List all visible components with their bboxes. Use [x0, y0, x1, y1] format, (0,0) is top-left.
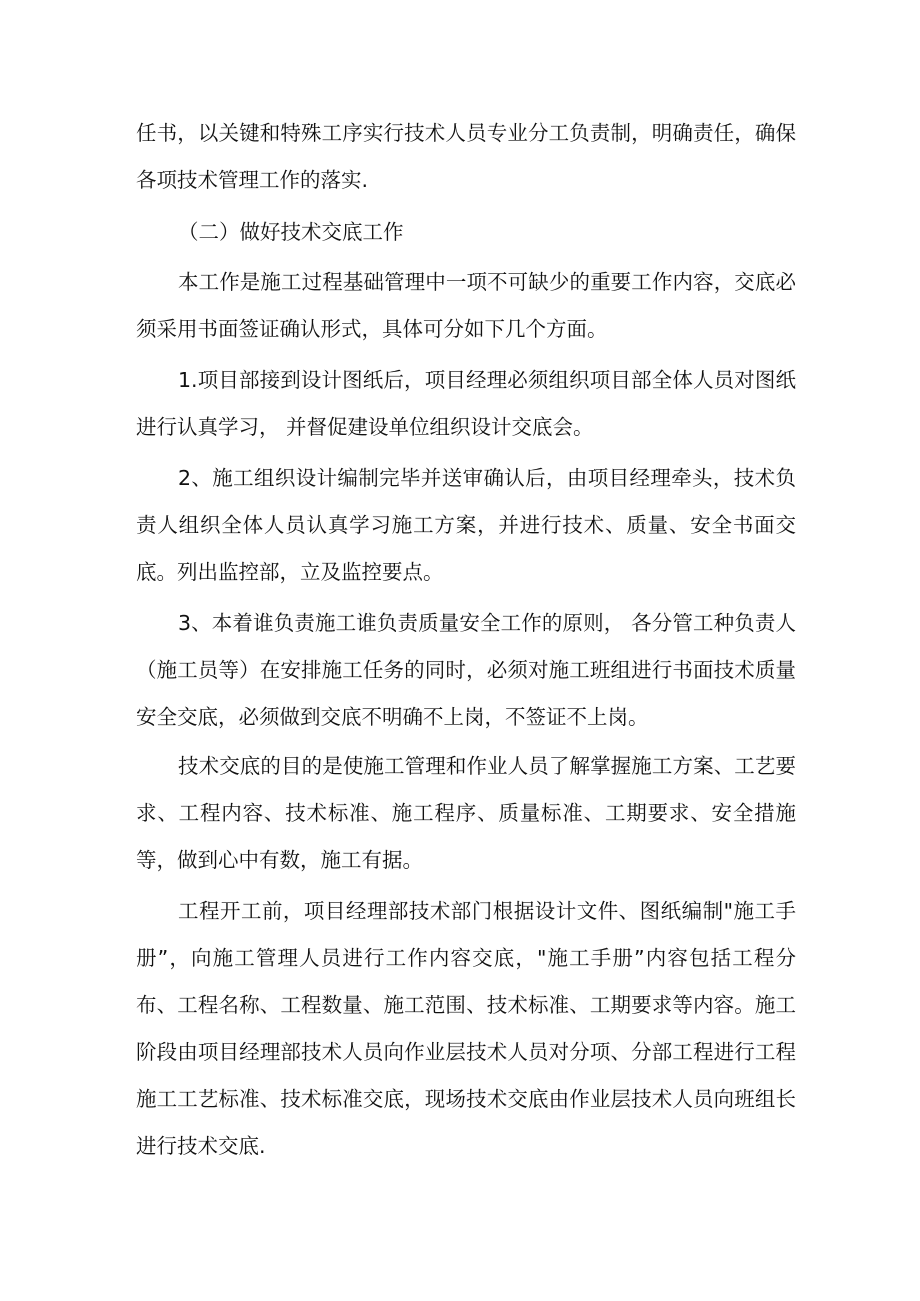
- paragraph-item-3-responsibility: 3、本着谁负责施工谁负责质量安全工作的原则， 各分管工种负责人（施工员等）在安排施工任务的同时，必须对施工班组进行书面技术质量安全交底，必须做到交底不明确不上岗，不签证不上岗。: [136, 611, 796, 729]
- paragraph-disclosure-purpose: 技术交底的目的是使施工管理和作业人员了解掌握施工方案、工艺要求、工程内容、技术标准、施工程序、质量标准、工期要求、安全措施等，做到心中有数，施工有据。: [136, 754, 796, 872]
- paragraph-responsibility-continuation: 任书，以关键和特殊工序实行技术人员专业分工负责制，明确责任，确保各项技术管理工作的落实.: [136, 121, 796, 192]
- paragraph-disclosure-intro: 本工作是施工过程基础管理中一项不可缺少的重要工作内容，交底必须采用书面签证确认形式，具体可分如下几个方面。: [136, 270, 796, 341]
- section-heading-technical-disclosure: （二）做好技术交底工作: [178, 220, 404, 244]
- paragraph-item-2-construction-design: 2、施工组织设计编制完毕并送审确认后，由项目经理牵头，技术负责人组织全体人员认真学习施工方案，并进行技术、质量、安全书面交底。列出监控部，立及监控要点。: [136, 466, 796, 584]
- paragraph-item-1-drawings: 1.项目部接到设计图纸后，项目经理必须组织项目部全体人员对图纸进行认真学习， 并督促建设单位组织设计交底会。: [136, 368, 796, 439]
- paragraph-construction-manual: 工程开工前，项目经理部技术部门根据设计文件、图纸编制"施工手册”，向施工管理人员进行工作内容交底，"施工手册”内容包括工程分布、工程名称、工程数量、施工范围、技术标准、工期要求等内容。施工阶段由项目经理部技术人员向作业层技术人员对分项、分部工程进行工程施工工艺标准、技术标准交底，现场技术交底由作业层技术人员向班组长进行技术交底.: [136, 899, 796, 1158]
